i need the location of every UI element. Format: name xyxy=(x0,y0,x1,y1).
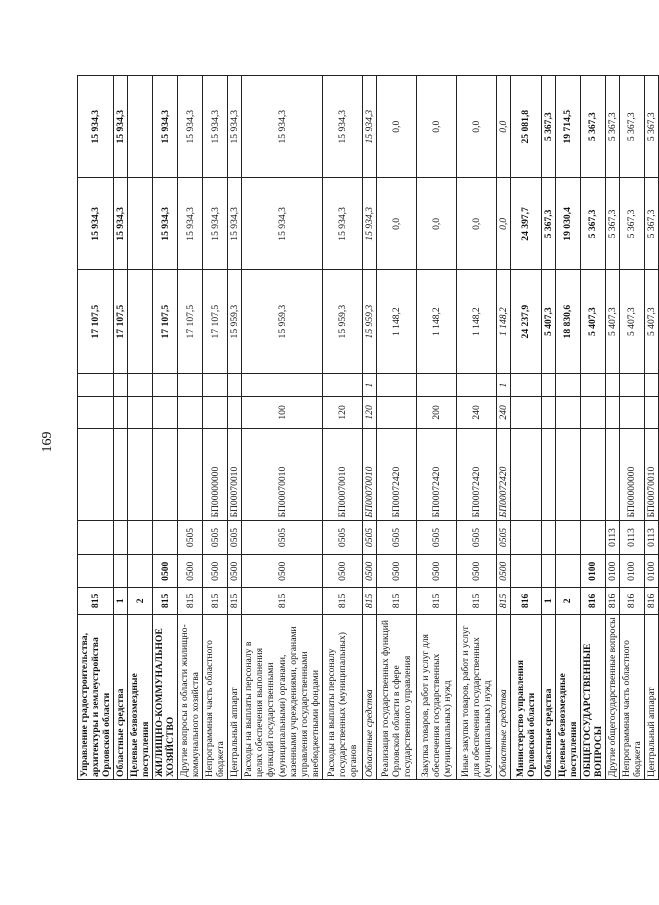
amount-year3-cell: 5 367,3 xyxy=(619,76,644,178)
subsection-code-cell: 0505 xyxy=(322,520,362,555)
source-code-cell xyxy=(619,373,644,396)
section-code-cell: 0500 xyxy=(178,555,203,588)
amount-year1-cell: 1 148,2 xyxy=(456,270,496,374)
amount-year1-cell: 24 237,9 xyxy=(510,270,541,374)
amount-year2-cell: 0,0 xyxy=(456,178,496,270)
row-name-cell: Областные средства xyxy=(496,614,510,779)
row-name-cell: Расходы на выплаты персоналу в целях обеспечения выполнения функций государственными (муниципальными) органами, казенными учреждениями, органами управления государственными внебюджетными фондами xyxy=(242,614,322,779)
source-code-cell xyxy=(555,373,580,396)
admin-code-cell: 815 xyxy=(203,588,228,615)
admin-code-cell: 2 xyxy=(128,588,153,615)
source-code-cell: 1 xyxy=(362,373,376,396)
amount-year3-cell: 15 934,3 xyxy=(203,76,228,178)
rotated-table-container xyxy=(77,75,657,780)
amount-year1-cell: 17 107,5 xyxy=(203,270,228,374)
row-name-cell: ОБЩЕГОСУДАРСТВЕННЫЕ ВОПРОСЫ xyxy=(580,614,605,779)
expense-type-cell xyxy=(555,397,580,428)
amount-year1-cell: 18 830,6 xyxy=(555,270,580,374)
target-article-cell: БП00070010 xyxy=(228,428,242,520)
admin-code-cell: 815 xyxy=(242,588,322,615)
section-code-cell: 0500 xyxy=(153,555,178,588)
expense-type-cell xyxy=(228,397,242,428)
amount-year3-cell: 0,0 xyxy=(456,76,496,178)
row-name-cell: Областные средства xyxy=(541,614,555,779)
amount-year3-cell: 5 367,3 xyxy=(605,76,619,178)
subsection-code-cell: 0505 xyxy=(376,520,416,555)
expense-type-cell: 120 xyxy=(362,397,376,428)
expense-type-cell xyxy=(78,397,114,428)
subsection-code-cell: 0505 xyxy=(456,520,496,555)
row-name-cell: Целевые безвозмездные поступления xyxy=(555,614,580,779)
amount-year1-cell: 5 407,3 xyxy=(580,270,605,374)
amount-year2-cell: 15 934,3 xyxy=(178,178,203,270)
amount-year1-cell: 1 148,2 xyxy=(496,270,510,374)
amount-year1-cell: 17 107,5 xyxy=(78,270,114,374)
expense-type-cell xyxy=(376,397,416,428)
amount-year3-cell: 15 934,3 xyxy=(322,76,362,178)
subsection-code-cell xyxy=(555,520,580,555)
source-code-cell xyxy=(456,373,496,396)
amount-year2-cell: 15 934,3 xyxy=(153,178,178,270)
amount-year2-cell: 0,0 xyxy=(496,178,510,270)
target-article-cell: БП00072420 xyxy=(416,428,456,520)
expense-type-cell xyxy=(203,397,228,428)
target-article-cell: БП00070010 xyxy=(644,428,658,520)
admin-code-cell: 816 xyxy=(580,588,605,615)
admin-code-cell: 815 xyxy=(228,588,242,615)
amount-year1-cell: 5 407,3 xyxy=(605,270,619,374)
admin-code-cell: 2 xyxy=(555,588,580,615)
subsection-code-cell xyxy=(541,520,555,555)
target-article-cell: БП00070010 xyxy=(322,428,362,520)
source-code-cell xyxy=(203,373,228,396)
expense-type-cell: 240 xyxy=(456,397,496,428)
admin-code-cell: 1 xyxy=(114,588,128,615)
expense-type-cell xyxy=(114,397,128,428)
source-code-cell xyxy=(153,373,178,396)
target-article-cell: БП00070010 xyxy=(242,428,322,520)
admin-code-cell: 816 xyxy=(619,588,644,615)
amount-year1-cell: 1 148,2 xyxy=(376,270,416,374)
amount-year1-cell: 5 407,3 xyxy=(619,270,644,374)
amount-year1-cell: 17 107,5 xyxy=(153,270,178,374)
amount-year2-cell: 15 934,3 xyxy=(78,178,114,270)
section-code-cell xyxy=(555,555,580,588)
target-article-cell xyxy=(605,428,619,520)
section-code-cell: 0100 xyxy=(644,555,658,588)
subsection-code-cell: 0113 xyxy=(644,520,658,555)
table-row xyxy=(203,76,228,780)
row-name-cell: Областные средства xyxy=(362,614,376,779)
admin-code-cell: 816 xyxy=(644,588,658,615)
amount-year1-cell xyxy=(128,270,153,374)
target-article-cell xyxy=(555,428,580,520)
target-article-cell: БП00070010 xyxy=(362,428,376,520)
amount-year2-cell: 5 367,3 xyxy=(541,178,555,270)
target-article-cell: БП00000000 xyxy=(203,428,228,520)
source-code-cell xyxy=(376,373,416,396)
amount-year3-cell: 5 367,3 xyxy=(580,76,605,178)
amount-year1-cell: 15 959,3 xyxy=(362,270,376,374)
table-row xyxy=(496,76,510,780)
subsection-code-cell: 0505 xyxy=(362,520,376,555)
table-row xyxy=(153,76,178,780)
subsection-code-cell xyxy=(128,520,153,555)
table-row xyxy=(456,76,496,780)
admin-code-cell: 815 xyxy=(456,588,496,615)
row-name-cell: Иные закупки товаров, работ и услуг для обеспечения государственных (муниципальных) нужд xyxy=(456,614,496,779)
amount-year1-cell: 17 107,5 xyxy=(178,270,203,374)
expense-type-cell xyxy=(541,397,555,428)
expense-type-cell xyxy=(605,397,619,428)
amount-year3-cell: 15 934,3 xyxy=(362,76,376,178)
table-row xyxy=(114,76,128,780)
expense-type-cell xyxy=(510,397,541,428)
source-code-cell xyxy=(178,373,203,396)
admin-code-cell: 815 xyxy=(416,588,456,615)
amount-year2-cell: 15 934,3 xyxy=(114,178,128,270)
section-code-cell: 0500 xyxy=(322,555,362,588)
amount-year3-cell: 25 081,8 xyxy=(510,76,541,178)
expense-type-cell: 120 xyxy=(322,397,362,428)
amount-year1-cell: 17 107,5 xyxy=(114,270,128,374)
admin-code-cell: 815 xyxy=(362,588,376,615)
subsection-code-cell: 0505 xyxy=(416,520,456,555)
row-name-cell: Центральный аппарат xyxy=(644,614,658,779)
amount-year2-cell: 15 934,3 xyxy=(322,178,362,270)
admin-code-cell: 815 xyxy=(153,588,178,615)
row-name-cell: Другие общегосударственные вопросы xyxy=(605,614,619,779)
source-code-cell xyxy=(510,373,541,396)
row-name-cell: Управление градостроительства, архитектуры и землеустройства Орловской области xyxy=(78,614,114,779)
expense-type-cell xyxy=(619,397,644,428)
source-code-cell xyxy=(580,373,605,396)
table-row xyxy=(322,76,362,780)
amount-year3-cell: 15 934,3 xyxy=(78,76,114,178)
table-row xyxy=(78,76,114,780)
target-article-cell: БП00072420 xyxy=(456,428,496,520)
table-row xyxy=(580,76,605,780)
budget-table xyxy=(77,75,659,780)
admin-code-cell: 815 xyxy=(78,588,114,615)
source-code-cell xyxy=(605,373,619,396)
amount-year2-cell: 0,0 xyxy=(376,178,416,270)
target-article-cell: БП00072420 xyxy=(496,428,510,520)
amount-year3-cell: 15 934,3 xyxy=(228,76,242,178)
amount-year3-cell: 15 934,3 xyxy=(153,76,178,178)
source-code-cell xyxy=(128,373,153,396)
expense-type-cell xyxy=(644,397,658,428)
section-code-cell: 0100 xyxy=(580,555,605,588)
subsection-code-cell: 0505 xyxy=(242,520,322,555)
row-name-cell: Областные средства xyxy=(114,614,128,779)
row-name-cell: Непрограммная часть областного бюджета xyxy=(619,614,644,779)
amount-year2-cell: 24 397,7 xyxy=(510,178,541,270)
section-code-cell: 0500 xyxy=(203,555,228,588)
section-code-cell: 0100 xyxy=(605,555,619,588)
amount-year2-cell: 15 934,3 xyxy=(242,178,322,270)
expense-type-cell xyxy=(128,397,153,428)
amount-year2-cell: 15 934,3 xyxy=(362,178,376,270)
amount-year3-cell: 0,0 xyxy=(416,76,456,178)
amount-year1-cell: 15 959,3 xyxy=(228,270,242,374)
amount-year3-cell: 15 934,3 xyxy=(114,76,128,178)
source-code-cell: 1 xyxy=(496,373,510,396)
amount-year2-cell: 15 934,3 xyxy=(228,178,242,270)
amount-year2-cell: 5 367,3 xyxy=(605,178,619,270)
row-name-cell: Закупка товаров, работ и услуг для обеспечения государственных (муниципальных) нужд xyxy=(416,614,456,779)
amount-year1-cell: 15 959,3 xyxy=(242,270,322,374)
target-article-cell: БП00000000 xyxy=(619,428,644,520)
admin-code-cell: 816 xyxy=(605,588,619,615)
target-article-cell xyxy=(128,428,153,520)
section-code-cell xyxy=(128,555,153,588)
source-code-cell xyxy=(242,373,322,396)
amount-year3-cell: 15 934,3 xyxy=(178,76,203,178)
amount-year2-cell: 5 367,3 xyxy=(644,178,658,270)
target-article-cell: БП00072420 xyxy=(376,428,416,520)
subsection-code-cell: 0113 xyxy=(605,520,619,555)
expense-type-cell xyxy=(178,397,203,428)
subsection-code-cell xyxy=(510,520,541,555)
amount-year2-cell: 0,0 xyxy=(416,178,456,270)
subsection-code-cell: 0505 xyxy=(203,520,228,555)
row-name-cell: Центральный аппарат xyxy=(228,614,242,779)
section-code-cell xyxy=(541,555,555,588)
table-row xyxy=(362,76,376,780)
row-name-cell: Целевые безвозмездные поступления xyxy=(128,614,153,779)
subsection-code-cell: 0505 xyxy=(228,520,242,555)
target-article-cell xyxy=(580,428,605,520)
page-number: 169 xyxy=(40,431,55,453)
row-name-cell: Реализация государственных функций Орловской области в сфере государственного управления xyxy=(376,614,416,779)
section-code-cell: 0500 xyxy=(228,555,242,588)
subsection-code-cell xyxy=(114,520,128,555)
section-code-cell xyxy=(510,555,541,588)
expense-type-cell: 200 xyxy=(416,397,456,428)
table-row xyxy=(416,76,456,780)
amount-year1-cell: 5 407,3 xyxy=(644,270,658,374)
expense-type-cell xyxy=(153,397,178,428)
table-row xyxy=(605,76,619,780)
source-code-cell xyxy=(78,373,114,396)
admin-code-cell: 815 xyxy=(322,588,362,615)
section-code-cell: 0500 xyxy=(242,555,322,588)
section-code-cell: 0100 xyxy=(619,555,644,588)
table-row xyxy=(376,76,416,780)
admin-code-cell: 815 xyxy=(178,588,203,615)
section-code-cell: 0500 xyxy=(456,555,496,588)
section-code-cell: 0500 xyxy=(416,555,456,588)
section-code-cell: 0500 xyxy=(362,555,376,588)
source-code-cell xyxy=(228,373,242,396)
amount-year2-cell xyxy=(128,178,153,270)
subsection-code-cell: 0505 xyxy=(496,520,510,555)
amount-year2-cell: 15 934,3 xyxy=(203,178,228,270)
admin-code-cell: 1 xyxy=(541,588,555,615)
amount-year1-cell: 5 407,3 xyxy=(541,270,555,374)
admin-code-cell: 815 xyxy=(496,588,510,615)
section-code-cell xyxy=(78,555,114,588)
subsection-code-cell xyxy=(580,520,605,555)
target-article-cell xyxy=(178,428,203,520)
amount-year1-cell: 15 959,3 xyxy=(322,270,362,374)
admin-code-cell: 816 xyxy=(510,588,541,615)
row-name-cell: Министерство управления Орловской области xyxy=(510,614,541,779)
table-row xyxy=(619,76,644,780)
table-row xyxy=(128,76,153,780)
source-code-cell xyxy=(114,373,128,396)
table-row xyxy=(228,76,242,780)
subsection-code-cell xyxy=(78,520,114,555)
table-row xyxy=(510,76,541,780)
amount-year3-cell: 15 934,3 xyxy=(242,76,322,178)
amount-year3-cell: 5 367,3 xyxy=(541,76,555,178)
table-row xyxy=(242,76,322,780)
table-row xyxy=(555,76,580,780)
section-code-cell xyxy=(114,555,128,588)
target-article-cell xyxy=(541,428,555,520)
source-code-cell xyxy=(644,373,658,396)
target-article-cell xyxy=(153,428,178,520)
source-code-cell xyxy=(416,373,456,396)
row-name-cell: Другие вопросы в области жилищно-коммунального хозяйства xyxy=(178,614,203,779)
section-code-cell: 0500 xyxy=(376,555,416,588)
expense-type-cell: 240 xyxy=(496,397,510,428)
amount-year1-cell: 1 148,2 xyxy=(416,270,456,374)
amount-year2-cell: 19 030,4 xyxy=(555,178,580,270)
subsection-code-cell xyxy=(153,520,178,555)
amount-year3-cell: 0,0 xyxy=(496,76,510,178)
row-name-cell: ЖИЛИЩНО-КОММУНАЛЬНОЕ ХОЗЯЙСТВО xyxy=(153,614,178,779)
section-code-cell: 0500 xyxy=(496,555,510,588)
amount-year3-cell: 0,0 xyxy=(376,76,416,178)
target-article-cell xyxy=(114,428,128,520)
table-row xyxy=(541,76,555,780)
table-row xyxy=(178,76,203,780)
expense-type-cell xyxy=(580,397,605,428)
target-article-cell xyxy=(78,428,114,520)
row-name-cell: Непрограммная часть областного бюджета xyxy=(203,614,228,779)
subsection-code-cell: 0505 xyxy=(178,520,203,555)
table-row xyxy=(644,76,658,780)
source-code-cell xyxy=(541,373,555,396)
amount-year2-cell: 5 367,3 xyxy=(619,178,644,270)
amount-year2-cell: 5 367,3 xyxy=(580,178,605,270)
admin-code-cell: 815 xyxy=(376,588,416,615)
target-article-cell xyxy=(510,428,541,520)
amount-year3-cell: 5 367,3 xyxy=(644,76,658,178)
row-name-cell: Расходы на выплаты персоналу государственных (муниципальных) органов xyxy=(322,614,362,779)
budget-table-body xyxy=(78,76,659,780)
amount-year3-cell xyxy=(128,76,153,178)
amount-year3-cell: 19 714,5 xyxy=(555,76,580,178)
expense-type-cell: 100 xyxy=(242,397,322,428)
source-code-cell xyxy=(322,373,362,396)
subsection-code-cell: 0113 xyxy=(619,520,644,555)
